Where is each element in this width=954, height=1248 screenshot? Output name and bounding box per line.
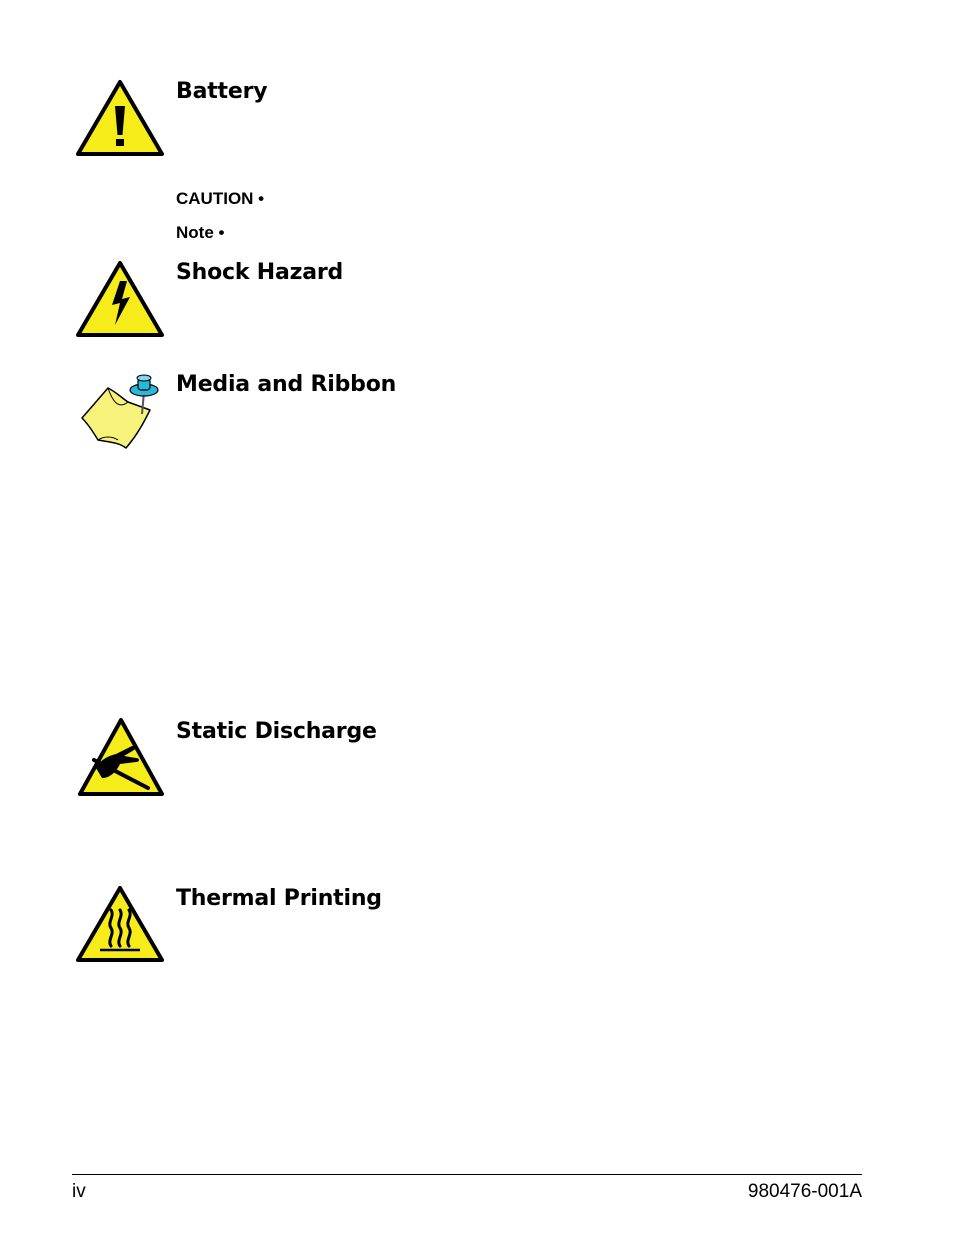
electric-shock-icon bbox=[74, 259, 166, 341]
pushpin-note-icon bbox=[78, 370, 160, 452]
warning-exclamation-icon bbox=[74, 78, 166, 160]
thermal-printing-heading: Thermal Printing bbox=[176, 886, 382, 911]
battery-heading: Battery bbox=[176, 79, 268, 104]
footer-divider bbox=[72, 1174, 862, 1175]
note-label: Note • bbox=[176, 223, 225, 242]
shock-hazard-heading: Shock Hazard bbox=[176, 260, 344, 285]
media-ribbon-heading: Media and Ribbon bbox=[176, 372, 397, 397]
document-number: 980476-001A bbox=[747, 1181, 862, 1202]
page-number: iv bbox=[72, 1181, 86, 1202]
caution-label: CAUTION • bbox=[176, 189, 265, 208]
static-discharge-heading: Static Discharge bbox=[176, 719, 377, 744]
hot-surface-icon bbox=[74, 884, 166, 966]
electrostatic-discharge-icon bbox=[76, 716, 166, 800]
